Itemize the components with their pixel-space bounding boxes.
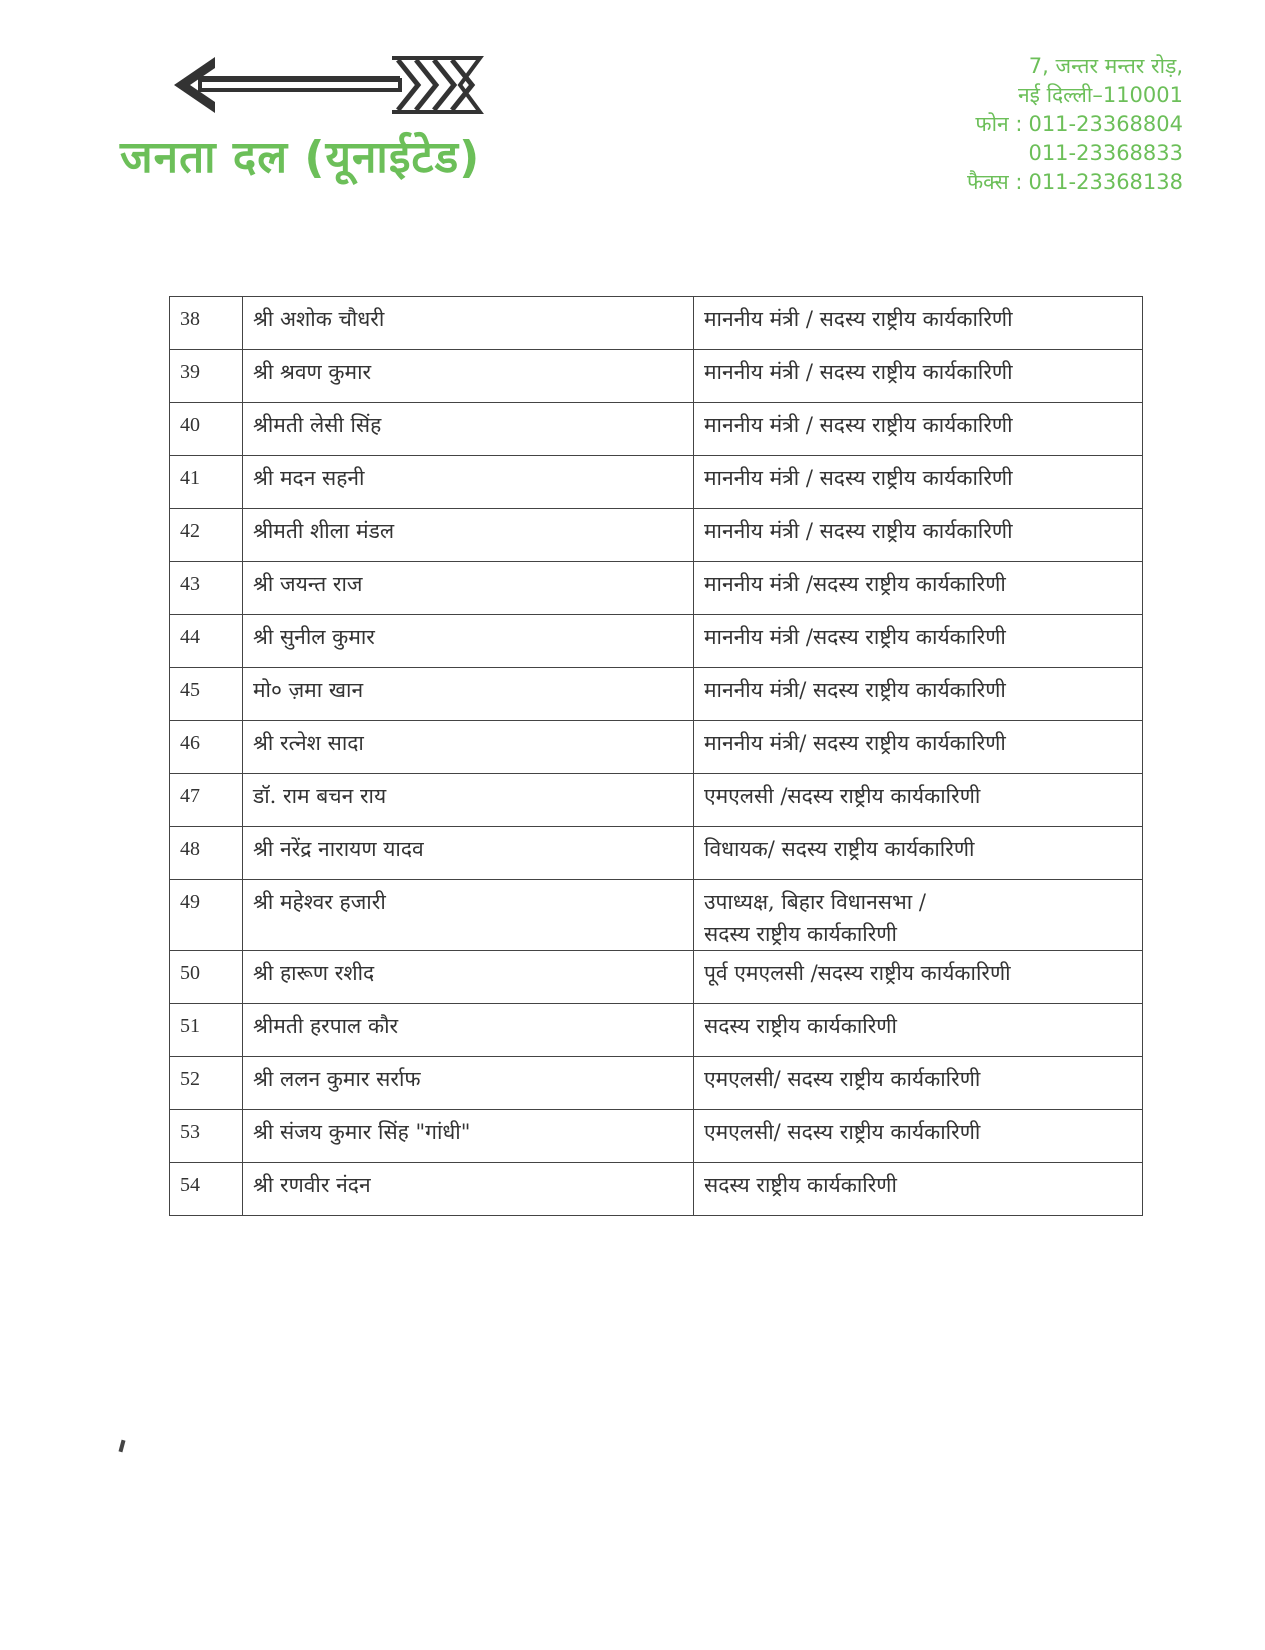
member-name: डॉ. राम बचन राय [243,774,694,827]
phone1: 011-23368804 [1028,112,1183,136]
member-name: श्री अशोक चौधरी [243,297,694,350]
address-block [967,52,1183,197]
serial-number: 51 [170,1004,243,1057]
member-role-line1: उपाध्यक्ष, बिहार विधानसभा / [704,890,926,914]
address-line2: नई दिल्ली–110001 [1017,83,1183,107]
member-name: श्री श्रवण कुमार [243,350,694,403]
table-row [170,1004,1143,1057]
member-role: सदस्य राष्ट्रीय कार्यकारिणी [694,1004,1143,1057]
serial-number: 44 [170,615,243,668]
member-role: पूर्व एमएलसी /सदस्य राष्ट्रीय कार्यकारिणी [694,951,1143,1004]
phone-row [967,110,1183,139]
member-role: एमएलसी/ सदस्य राष्ट्रीय कार्यकारिणी [694,1110,1143,1163]
table-row [170,297,1143,350]
serial-number: 46 [170,721,243,774]
member-name: श्री हारूण रशीद [243,951,694,1004]
serial-number: 38 [170,297,243,350]
member-name: श्री सुनील कुमार [243,615,694,668]
members-table [169,296,1143,1216]
member-role: माननीय मंत्री / सदस्य राष्ट्रीय कार्यकारिणी [694,509,1143,562]
serial-number: 41 [170,456,243,509]
table-row [170,774,1143,827]
serial-number: 40 [170,403,243,456]
member-role: माननीय मंत्री / सदस्य राष्ट्रीय कार्यकारिणी [694,297,1143,350]
table-row [170,721,1143,774]
table-row [170,403,1143,456]
table-row [170,562,1143,615]
member-role: एमएलसी /सदस्य राष्ट्रीय कार्यकारिणी [694,774,1143,827]
arrow-icon [170,52,490,122]
table-row [170,1163,1143,1216]
serial-number: 53 [170,1110,243,1163]
member-name: श्री महेश्वर हजारी [243,880,694,951]
member-role: विधायक/ सदस्य राष्ट्रीय कार्यकारिणी [694,827,1143,880]
member-role: माननीय मंत्री / सदस्य राष्ट्रीय कार्यकारिणी [694,350,1143,403]
member-name: श्रीमती शीला मंडल [243,509,694,562]
member-role: माननीय मंत्री /सदस्य राष्ट्रीय कार्यकारिणी [694,615,1143,668]
member-role: माननीय मंत्री/ सदस्य राष्ट्रीय कार्यकारिणी [694,721,1143,774]
member-role-line2: सदस्य राष्ट्रीय कार्यकारिणी [704,922,897,946]
serial-number: 48 [170,827,243,880]
member-role: माननीय मंत्री/ सदस्य राष्ट्रीय कार्यकारिणी [694,668,1143,721]
table-row [170,350,1143,403]
table-row [170,827,1143,880]
member-name: श्री ललन कुमार सर्राफ [243,1057,694,1110]
table-row [170,1110,1143,1163]
table-row [170,880,1143,951]
table-row [170,1057,1143,1110]
member-name: श्रीमती हरपाल कौर [243,1004,694,1057]
table-row [170,668,1143,721]
serial-number: 50 [170,951,243,1004]
member-name: श्री रणवीर नंदन [243,1163,694,1216]
table-row [170,456,1143,509]
member-role: सदस्य राष्ट्रीय कार्यकारिणी [694,1163,1143,1216]
member-name: श्रीमती लेसी सिंह [243,403,694,456]
serial-number: 47 [170,774,243,827]
party-name: जनता दल (यूनाईटेड) [120,132,481,183]
serial-number: 49 [170,880,243,951]
serial-number: 45 [170,668,243,721]
member-name: मो० ज़मा खान [243,668,694,721]
table-row [170,509,1143,562]
member-name: श्री रत्नेश सादा [243,721,694,774]
member-name: श्री नरेंद्र नारायण यादव [243,827,694,880]
scan-mark [119,1440,126,1453]
member-name: श्री मदन सहनी [243,456,694,509]
fax-number: 011-23368138 [1028,170,1183,194]
table-row [170,615,1143,668]
serial-number: 43 [170,562,243,615]
member-name: श्री जयन्त राज [243,562,694,615]
address-line1: 7, जन्तर मन्तर रोड़, [1028,54,1183,78]
member-role: माननीय मंत्री /सदस्य राष्ट्रीय कार्यकारिणी [694,562,1143,615]
member-name: श्री संजय कुमार सिंह "गांधी" [243,1110,694,1163]
serial-number: 52 [170,1057,243,1110]
member-role: एमएलसी/ सदस्य राष्ट्रीय कार्यकारिणी [694,1057,1143,1110]
serial-number: 39 [170,350,243,403]
fax-row [967,168,1183,197]
member-role: माननीय मंत्री / सदस्य राष्ट्रीय कार्यकारिणी [694,403,1143,456]
table-row [170,951,1143,1004]
serial-number: 54 [170,1163,243,1216]
member-role [694,880,1143,951]
fax-label: फैक्स : [966,170,1023,194]
phone2: 011-23368833 [1028,141,1183,165]
phone-label: फोन : [975,112,1023,136]
member-role: माननीय मंत्री / सदस्य राष्ट्रीय कार्यकारिणी [694,456,1143,509]
serial-number: 42 [170,509,243,562]
